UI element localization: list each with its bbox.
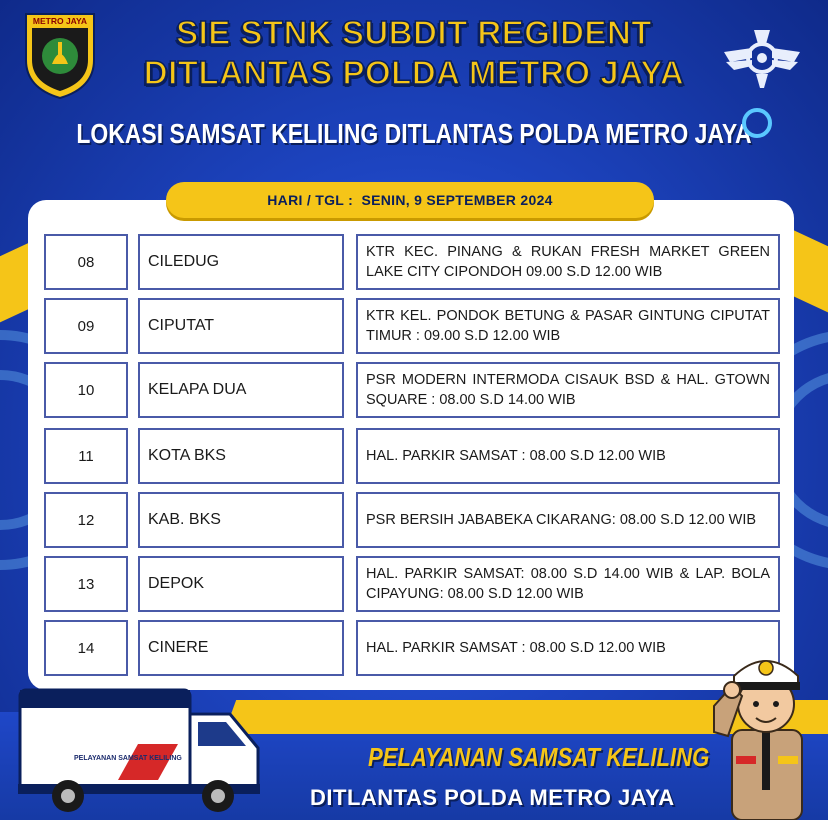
table-row	[44, 492, 780, 548]
row-number: 10	[44, 362, 128, 418]
row-number: 13	[44, 556, 128, 612]
row-number: 14	[44, 620, 128, 676]
row-area: KAB. BKS	[138, 492, 344, 548]
date-label: HARI / TGL :	[267, 192, 354, 208]
row-number: 11	[44, 428, 128, 484]
table-row	[44, 556, 780, 612]
row-area: CINERE	[138, 620, 344, 676]
row-number: 08	[44, 234, 128, 290]
truck-label: PELAYANAN SAMSAT KELILING	[74, 755, 182, 762]
footer-tagline: PELAYANAN SAMSAT KELILING	[368, 742, 710, 772]
row-location: HAL. PARKIR SAMSAT : 08.00 S.D 12.00 WIB	[356, 620, 780, 676]
table-row	[44, 234, 780, 290]
row-area: CILEDUG	[138, 234, 344, 290]
row-area: KELAPA DUA	[138, 362, 344, 418]
table-row	[44, 620, 780, 676]
samsat-truck-illustration	[18, 684, 264, 814]
row-location: HAL. PARKIR SAMSAT: 08.00 S.D 14.00 WIB & LAP. BOLA CIPAYUNG: 08.00 S.D 12.00 WIB	[356, 556, 780, 612]
row-area: DEPOK	[138, 556, 344, 612]
row-location: KTR KEC. PINANG & RUKAN FRESH MARKET GREEN LAKE CITY CIPONDOH 09.00 S.D 12.00 WIB	[356, 234, 780, 290]
table-row	[44, 428, 780, 484]
page-subtitle: LOKASI SAMSAT KELILING DITLANTAS POLDA METRO JAYA	[76, 118, 752, 149]
row-location: HAL. PARKIR SAMSAT : 08.00 S.D 12.00 WIB	[356, 428, 780, 484]
row-location: PSR BERSIH JABABEKA CIKARANG: 08.00 S.D 12.00 WIB	[356, 492, 780, 548]
circle-icon	[742, 108, 772, 138]
row-area: KOTA BKS	[138, 428, 344, 484]
footer-org: DITLANTAS POLDA METRO JAYA	[310, 785, 675, 810]
table-row	[44, 298, 780, 354]
row-location: PSR MODERN INTERMODA CISAUK BSD & HAL. GTOWN SQUARE : 08.00 S.D 14.00 WIB	[356, 362, 780, 418]
row-location: KTR KEL. PONDOK BETUNG & PASAR GINTUNG CIPUTAT TIMUR : 09.00 S.D 12.00 WIB	[356, 298, 780, 354]
police-officer-illustration	[706, 646, 822, 820]
page-title-line2: DITLANTAS POLDA METRO JAYA	[143, 54, 685, 91]
row-area: CIPUTAT	[138, 298, 344, 354]
date-banner	[166, 182, 654, 218]
row-number: 12	[44, 492, 128, 548]
row-number: 09	[44, 298, 128, 354]
date-value: SENIN, 9 SEPTEMBER 2024	[361, 192, 553, 208]
page-title-line1: SIE STNK SUBDIT REGIDENT	[176, 14, 652, 51]
table-row	[44, 362, 780, 418]
logo-text: METRO JAYA	[32, 16, 88, 26]
